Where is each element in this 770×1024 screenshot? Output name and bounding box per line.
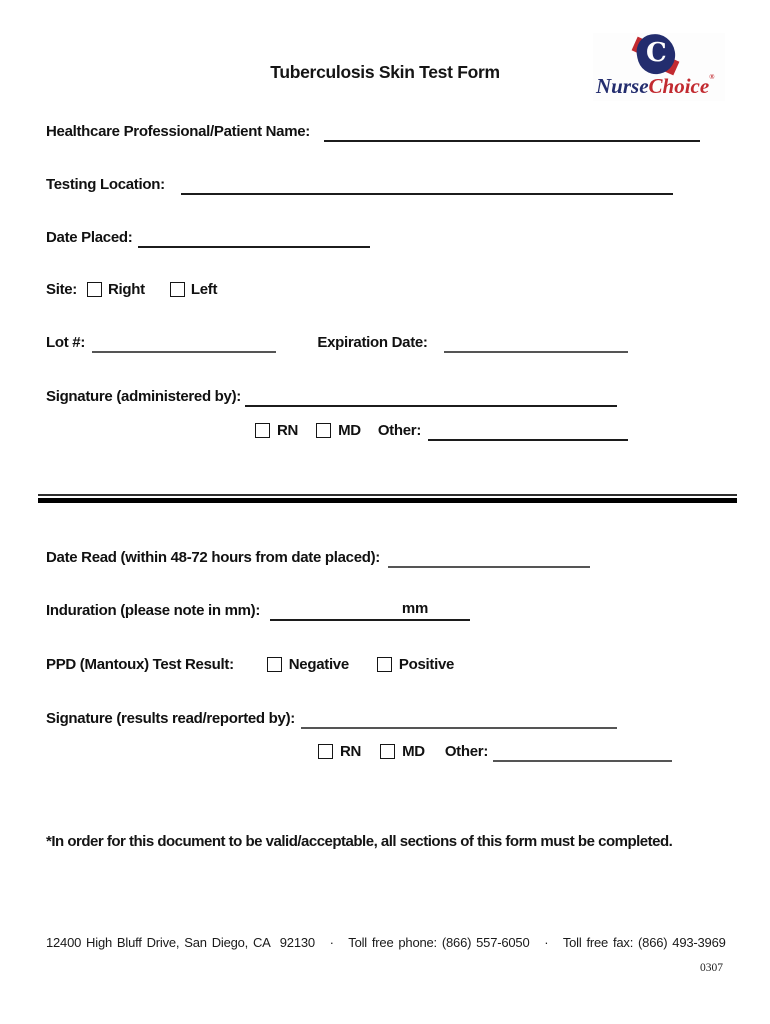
healthcare-name-row bbox=[46, 121, 700, 142]
results-credentials-row bbox=[318, 741, 672, 762]
nursechoice-logo bbox=[593, 33, 725, 101]
registered-mark: ® bbox=[709, 73, 715, 81]
signature-administered-row bbox=[46, 386, 617, 407]
testing-location-row bbox=[46, 174, 673, 195]
logo-wordmark bbox=[596, 73, 714, 99]
date-placed-row bbox=[46, 227, 370, 248]
administered-credentials-row bbox=[255, 420, 628, 441]
completion-note: *In order for this document to be valid/acceptable, all sections of this form must be completed. bbox=[46, 833, 673, 850]
form-title: Tuberculosis Skin Test Form bbox=[270, 62, 500, 82]
healthcare-name-label: Healthcare Professional/Patient Name: bbox=[46, 123, 310, 140]
date-placed-label: Date Placed: bbox=[46, 229, 133, 246]
signature-administered-label: Signature (administered by): bbox=[46, 388, 241, 405]
site-right-label: Right bbox=[108, 281, 145, 298]
results-md-checkbox[interactable] bbox=[380, 744, 395, 759]
logo-nurse-text: Nurse bbox=[596, 74, 649, 98]
result-positive-label: Positive bbox=[398, 656, 455, 673]
date-read-label: Date Read (within 48-72 hours from date placed): bbox=[46, 549, 380, 566]
site-left-label: Left bbox=[190, 281, 218, 298]
administered-md-label: MD bbox=[338, 422, 361, 439]
results-md-label: MD bbox=[402, 743, 425, 760]
footer-contact-line: 12400 High Bluff Drive, San Diego, CA 92130 · Toll free phone: (866) 557-6050 · Toll free fax: (866) 493-3969 bbox=[46, 935, 726, 950]
signature-results-row bbox=[46, 708, 617, 729]
testing-location-label: Testing Location: bbox=[46, 176, 165, 193]
lot-expiration-row bbox=[46, 332, 628, 353]
results-rn-checkbox[interactable] bbox=[318, 744, 333, 759]
administered-rn-checkbox[interactable] bbox=[255, 423, 270, 438]
test-result-label: PPD (Mantoux) Test Result: bbox=[46, 656, 234, 673]
administered-md-checkbox[interactable] bbox=[316, 423, 331, 438]
signature-results-line[interactable] bbox=[301, 727, 617, 729]
result-negative-label: Negative bbox=[288, 656, 349, 673]
signature-results-label: Signature (results read/reported by): bbox=[46, 710, 295, 727]
administered-other-label: Other: bbox=[377, 422, 422, 439]
test-result-row bbox=[46, 654, 454, 675]
testing-location-line[interactable] bbox=[181, 193, 673, 195]
nursechoice-emblem-icon bbox=[631, 34, 681, 76]
results-other-line[interactable] bbox=[493, 760, 672, 762]
results-other-label: Other: bbox=[444, 743, 489, 760]
section-divider bbox=[38, 494, 737, 503]
site-right-checkbox[interactable] bbox=[87, 282, 102, 297]
site-row bbox=[46, 279, 217, 300]
emblem-letter: C bbox=[645, 38, 667, 69]
result-negative-checkbox[interactable] bbox=[267, 657, 282, 672]
date-placed-line[interactable] bbox=[138, 246, 370, 248]
induration-label: Induration (please note in mm): bbox=[46, 602, 261, 619]
site-label: Site: bbox=[46, 281, 78, 298]
results-rn-label: RN bbox=[340, 743, 362, 760]
administered-other-line[interactable] bbox=[428, 439, 628, 441]
administered-rn-label: RN bbox=[277, 422, 299, 439]
healthcare-name-line[interactable] bbox=[324, 140, 700, 142]
lot-line[interactable] bbox=[92, 351, 276, 353]
date-read-line[interactable] bbox=[388, 566, 590, 568]
signature-administered-line[interactable] bbox=[245, 405, 617, 407]
date-read-row bbox=[46, 547, 590, 568]
induration-unit-label: mm bbox=[401, 600, 428, 617]
form-code: 0307 bbox=[700, 962, 723, 974]
expiration-label: Expiration Date: bbox=[317, 334, 428, 351]
induration-line[interactable] bbox=[270, 600, 470, 621]
result-positive-checkbox[interactable] bbox=[377, 657, 392, 672]
induration-row bbox=[46, 600, 470, 621]
lot-label: Lot #: bbox=[46, 334, 86, 351]
site-left-checkbox[interactable] bbox=[170, 282, 185, 297]
logo-choice-text: Choice bbox=[648, 74, 710, 98]
expiration-line[interactable] bbox=[444, 351, 628, 353]
